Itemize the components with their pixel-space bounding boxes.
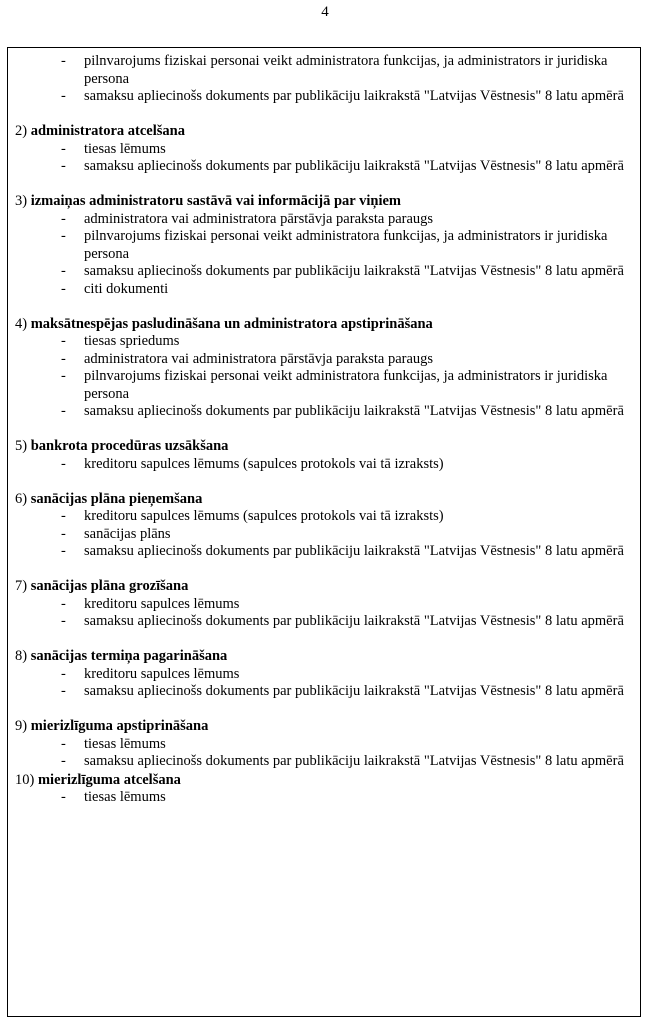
section-number: 5): [15, 438, 31, 454]
list-item-text: samaksu apliecinošs dokuments par publikāciju laikrakstā "Latvijas Vēstnesis" 8 latu apmērā: [84, 613, 624, 629]
section-number: 4): [15, 315, 31, 332]
section-heading: [15, 123, 635, 141]
section-number: 6): [15, 490, 31, 507]
list-item: [15, 508, 635, 526]
section-number: 7): [15, 578, 31, 594]
bullet-dash: -: [61, 543, 66, 559]
section-heading: [15, 438, 635, 456]
list-item-text: samaksu apliecinošs dokuments par publikāciju laikrakstā "Latvijas Vēstnesis" 8 latu apmērā: [84, 158, 624, 174]
section-heading: [15, 718, 635, 736]
document-body: [15, 53, 635, 807]
list-item: [15, 263, 635, 281]
list-section: [15, 438, 635, 473]
list-item: [15, 281, 635, 299]
list-section: [15, 578, 635, 631]
section-number: 10): [15, 771, 38, 788]
bullet-dash: -: [61, 595, 66, 612]
list-item-text: samaksu apliecinošs dokuments par publikāciju laikrakstā "Latvijas Vēstnesis" 8 latu apmērā: [84, 263, 624, 279]
list-section: [15, 193, 635, 298]
bullet-dash: -: [61, 789, 66, 805]
list-item-text: kreditoru sapulces lēmums (sapulces protokols vai tā izraksts): [84, 508, 444, 524]
list-item-text: samaksu apliecinošs dokuments par publikāciju laikrakstā "Latvijas Vēstnesis" 8 latu apmērā: [84, 683, 624, 699]
bullet-dash: -: [61, 455, 66, 472]
section-heading: [15, 772, 635, 790]
section-title: bankrota procedūras uzsākšana: [30, 438, 229, 454]
list-item: [15, 158, 635, 176]
section-title: sanācijas termiņa pagarināšana: [30, 648, 228, 664]
bullet-dash: -: [61, 753, 66, 769]
list-item: [15, 403, 635, 421]
bullet-dash: -: [61, 210, 66, 227]
list-item: [15, 666, 635, 684]
list-section: [15, 718, 635, 771]
bullet-dash: -: [61, 53, 66, 69]
bullet-dash: -: [61, 683, 66, 699]
section-heading: [15, 316, 635, 334]
list-item-text: tiesas spriedums: [84, 333, 180, 349]
section-heading: [15, 193, 635, 211]
list-item: [15, 141, 635, 159]
section-number: 9): [15, 718, 31, 734]
bullet-dash: -: [61, 88, 66, 104]
list-item-text: tiesas lēmums: [84, 140, 166, 157]
list-item: [15, 211, 635, 229]
list-item-text: kreditoru sapulces lēmums: [84, 665, 240, 682]
bullet-dash: -: [61, 613, 66, 629]
section-title: izmaiņas administratoru sastāvā vai informācijā par viņiem: [30, 193, 401, 209]
list-item-text: pilnvarojums fiziskai personai veikt administratora funkcijas, ja administrators ir juridiska persona: [84, 368, 608, 402]
section-heading: [15, 578, 635, 596]
section-number: 3): [15, 193, 31, 209]
list-item-text: samaksu apliecinošs dokuments par publikāciju laikrakstā "Latvijas Vēstnesis" 8 latu apmērā: [84, 543, 624, 559]
bullet-dash: -: [61, 665, 66, 682]
bullet-dash: -: [61, 333, 66, 349]
list-item-text: sanācijas plāns: [84, 525, 171, 542]
list-item-text: administratora vai administratora pārstāvja paraksta paraugs: [84, 210, 434, 227]
list-item-text: samaksu apliecinošs dokuments par publikāciju laikrakstā "Latvijas Vēstnesis" 8 latu apmērā: [84, 88, 624, 104]
section-heading: [15, 491, 635, 509]
list-section: [15, 648, 635, 701]
list-item: [15, 368, 635, 403]
section-title: sanācijas plāna pieņemšana: [30, 490, 203, 507]
bullet-dash: -: [61, 280, 66, 297]
section-number: 8): [15, 648, 31, 664]
list-item: [15, 736, 635, 754]
list-item: [15, 351, 635, 369]
list-item: [15, 526, 635, 544]
list-item: [15, 596, 635, 614]
bullet-dash: -: [61, 508, 66, 524]
bullet-dash: -: [61, 158, 66, 174]
list-item-text: samaksu apliecinošs dokuments par publikāciju laikrakstā "Latvijas Vēstnesis" 8 latu apmērā: [84, 403, 624, 419]
list-section: [15, 491, 635, 561]
section-heading: [15, 648, 635, 666]
bullet-dash: -: [61, 735, 66, 752]
bullet-dash: -: [61, 263, 66, 279]
list-item-text: tiesas lēmums: [84, 789, 166, 805]
section-title: mierizlīguma atcelšana: [37, 771, 181, 788]
list-item: [15, 333, 635, 351]
section-number: 2): [15, 123, 31, 139]
list-item: [15, 543, 635, 561]
bullet-dash: -: [61, 350, 66, 367]
list-item-text: kreditoru sapulces lēmums (sapulces protokols vai tā izraksts): [84, 455, 444, 472]
list-item: [15, 88, 635, 106]
list-item: [15, 456, 635, 474]
list-item: [15, 613, 635, 631]
bullet-dash: -: [61, 368, 66, 384]
list-item-text: citi dokumenti: [84, 280, 169, 297]
list-item: [15, 683, 635, 701]
list-item-text: samaksu apliecinošs dokuments par publikāciju laikrakstā "Latvijas Vēstnesis" 8 latu apmērā: [84, 753, 624, 769]
list-item-text: kreditoru sapulces lēmums: [84, 595, 240, 612]
list-item: [15, 789, 635, 807]
list-item-text: administratora vai administratora pārstāvja paraksta paraugs: [84, 350, 434, 367]
section-title: sanācijas plāna grozīšana: [30, 578, 189, 594]
section-title: mierizlīguma apstiprināšana: [30, 718, 209, 734]
list-item: [15, 753, 635, 771]
list-section: [15, 772, 635, 807]
section-title: maksātnespējas pasludināšana un administratora apstiprināšana: [30, 315, 433, 332]
list-section: [15, 316, 635, 421]
bullet-dash: -: [61, 140, 66, 157]
list-section: [15, 123, 635, 176]
list-item: [15, 53, 635, 88]
list-item: [15, 228, 635, 263]
page-number: 4: [321, 4, 329, 20]
bullet-dash: -: [61, 403, 66, 419]
section-title: administratora atcelšana: [30, 123, 185, 139]
list-item-text: pilnvarojums fiziskai personai veikt administratora funkcijas, ja administrators ir juridiska persona: [84, 53, 608, 87]
list-section: [15, 53, 635, 106]
list-item-text: tiesas lēmums: [84, 735, 166, 752]
list-item-text: pilnvarojums fiziskai personai veikt administratora funkcijas, ja administrators ir juridiska persona: [84, 228, 608, 262]
bullet-dash: -: [61, 525, 66, 542]
bullet-dash: -: [61, 228, 66, 244]
